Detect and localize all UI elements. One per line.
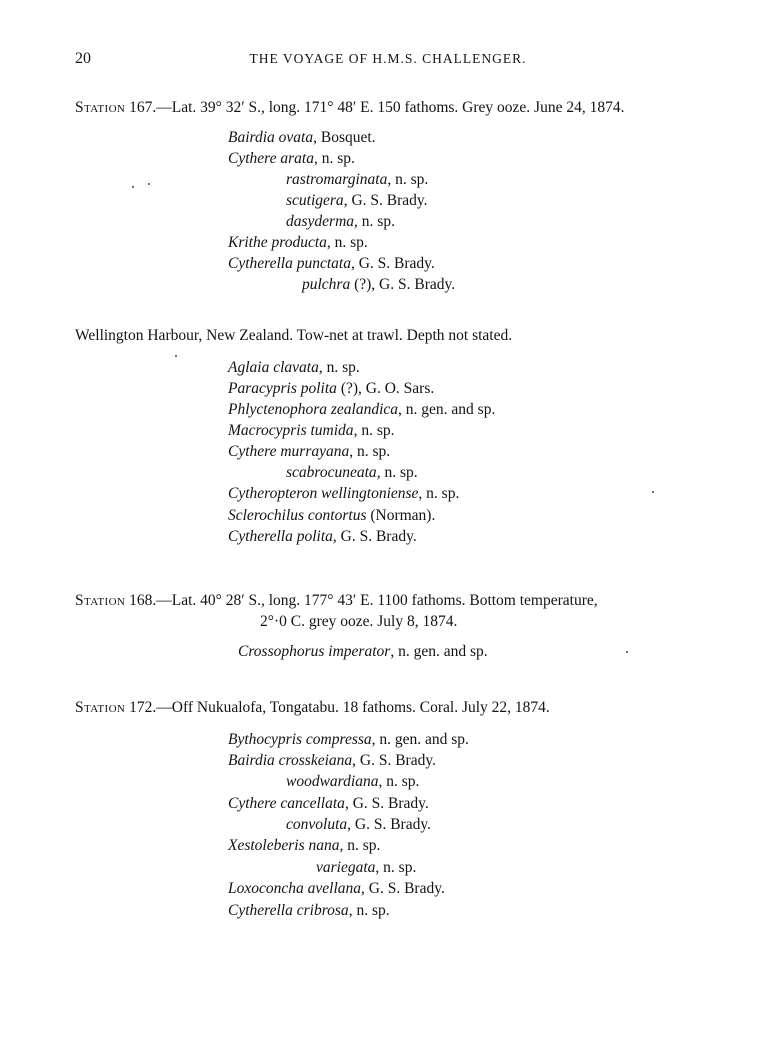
species-entry bbox=[228, 128, 376, 148]
species-author: , n. sp. bbox=[376, 464, 418, 481]
species-name: Cytherella cribrosa bbox=[228, 902, 349, 919]
species-author: , G. S. Brady. bbox=[347, 816, 431, 833]
station-label: Station bbox=[75, 699, 126, 716]
species-entry bbox=[228, 879, 445, 899]
species-name: Phlyctenophora zealandica bbox=[228, 401, 399, 418]
species-entry bbox=[228, 254, 435, 274]
species-author: , n. sp. bbox=[348, 902, 390, 919]
species-name: Crossophorus imperator bbox=[238, 643, 391, 660]
species-name: Macrocypris tumida bbox=[228, 422, 354, 439]
species-author: , n. sp. bbox=[353, 422, 395, 439]
species-entry bbox=[228, 149, 355, 169]
species-entry bbox=[228, 379, 434, 399]
species-author: , n. sp. bbox=[354, 213, 395, 230]
species-author: , n. sp. bbox=[349, 443, 391, 460]
species-author: (Norman). bbox=[366, 507, 436, 524]
species-name: dasyderma bbox=[286, 213, 355, 230]
species-author: , n. sp. bbox=[339, 837, 381, 854]
species-name: Bairdia ovata bbox=[228, 129, 314, 146]
species-author: , n. gen. and sp. bbox=[390, 643, 488, 660]
station-label: Station bbox=[75, 99, 126, 116]
species-author: , n. gen. and sp. bbox=[371, 731, 469, 748]
species-author: , G. S. Brady. bbox=[361, 880, 445, 897]
species-name: Bythocypris compressa bbox=[228, 731, 372, 748]
species-name: Aglaia clavata bbox=[228, 359, 319, 376]
species-name: Loxoconcha avellana bbox=[228, 880, 362, 897]
species-name: Cytherella punctata bbox=[228, 255, 351, 272]
species-name: Xestoleberis nana bbox=[228, 837, 340, 854]
page-number: 20 bbox=[75, 50, 91, 67]
species-entry bbox=[286, 170, 428, 190]
species-name: pulchra bbox=[302, 276, 351, 293]
station-168-heading-continued: 2°·0 C. grey ooze. July 8, 1874. bbox=[260, 613, 458, 630]
species-author: , G. S. Brady. bbox=[332, 528, 417, 545]
species-author: (?), G. O. Sars. bbox=[336, 380, 435, 397]
species-author: , n. sp. bbox=[313, 150, 355, 167]
species-author: , G. S. Brady. bbox=[343, 192, 428, 209]
species-entry bbox=[286, 772, 419, 792]
scan-speck bbox=[175, 355, 177, 357]
species-entry bbox=[228, 400, 495, 420]
species-entry bbox=[228, 484, 459, 504]
wellington-heading: Wellington Harbour, New Zealand. Tow-net at trawl. Depth not stated. bbox=[75, 327, 513, 344]
station-heading-text: 167.—Lat. 39° 32′ S., long. 171° 48′ E. 150 fathoms. Grey ooze. June 24, 1874. bbox=[125, 99, 625, 116]
species-author: , n. sp. bbox=[326, 234, 368, 251]
species-author: , n. gen. and sp. bbox=[398, 401, 496, 418]
species-name: woodwardiana bbox=[286, 773, 379, 790]
species-entry bbox=[228, 442, 390, 462]
species-entry bbox=[228, 421, 394, 441]
species-entry bbox=[286, 463, 418, 483]
station-heading-text: 172.—Off Nukualofa, Tongatabu. 18 fathoms. Coral. July 22, 1874. bbox=[125, 699, 550, 716]
species-author: , n. sp. bbox=[418, 485, 460, 502]
species-name: Sclerochilus contortus bbox=[228, 507, 367, 524]
species-author: , n. sp. bbox=[375, 859, 417, 876]
species-entry bbox=[228, 836, 380, 856]
species-entry bbox=[238, 642, 488, 662]
species-entry bbox=[228, 901, 390, 921]
station-168-heading bbox=[75, 591, 598, 611]
species-author: , n. sp. bbox=[387, 171, 429, 188]
station-label: Station bbox=[75, 592, 126, 609]
species-author: , n. sp. bbox=[378, 773, 420, 790]
species-name: Krithe producta bbox=[228, 234, 327, 251]
species-entry bbox=[228, 730, 469, 750]
species-entry bbox=[286, 191, 428, 211]
species-name: Cythere cancellata bbox=[228, 795, 345, 812]
species-entry bbox=[302, 275, 455, 295]
species-name: Paracypris polita bbox=[228, 380, 337, 397]
species-name: Cythere arata bbox=[228, 150, 314, 167]
scan-speck bbox=[626, 651, 628, 653]
scan-speck bbox=[132, 186, 134, 188]
species-entry bbox=[316, 858, 416, 878]
species-name: Cythere murrayana bbox=[228, 443, 350, 460]
species-name: Cytherella polita bbox=[228, 528, 333, 545]
species-entry bbox=[228, 358, 360, 378]
species-author: , n. sp. bbox=[318, 359, 360, 376]
scan-speck bbox=[148, 183, 150, 185]
species-entry bbox=[286, 212, 395, 232]
species-entry bbox=[228, 751, 436, 771]
species-entry bbox=[228, 527, 417, 547]
species-entry bbox=[228, 794, 429, 814]
species-author: (?), G. S. Brady. bbox=[350, 276, 456, 293]
species-name: scabrocuneata bbox=[286, 464, 377, 481]
station-167-heading bbox=[75, 98, 624, 118]
species-author: , G. S. Brady. bbox=[352, 752, 436, 769]
species-name: rastromarginata bbox=[286, 171, 388, 188]
species-author: , Bosquet. bbox=[313, 129, 376, 146]
species-name: scutigera bbox=[286, 192, 344, 209]
species-name: Cytheropteron wellingtoniense bbox=[228, 485, 419, 502]
species-entry bbox=[228, 233, 368, 253]
species-author: , G. S. Brady. bbox=[350, 255, 435, 272]
species-name: convoluta bbox=[286, 816, 348, 833]
species-name: variegata bbox=[316, 859, 376, 876]
running-head: THE VOYAGE OF H.M.S. CHALLENGER. bbox=[249, 51, 527, 66]
station-172-heading bbox=[75, 698, 550, 718]
scan-speck bbox=[652, 491, 654, 493]
species-name: Bairdia crosskeiana bbox=[228, 752, 353, 769]
station-heading-text: 168.—Lat. 40° 28′ S., long. 177° 43′ E. 1100 fathoms. Bottom temperature, bbox=[125, 592, 598, 609]
species-author: , G. S. Brady. bbox=[344, 795, 429, 812]
species-entry bbox=[228, 506, 435, 526]
species-entry bbox=[286, 815, 431, 835]
